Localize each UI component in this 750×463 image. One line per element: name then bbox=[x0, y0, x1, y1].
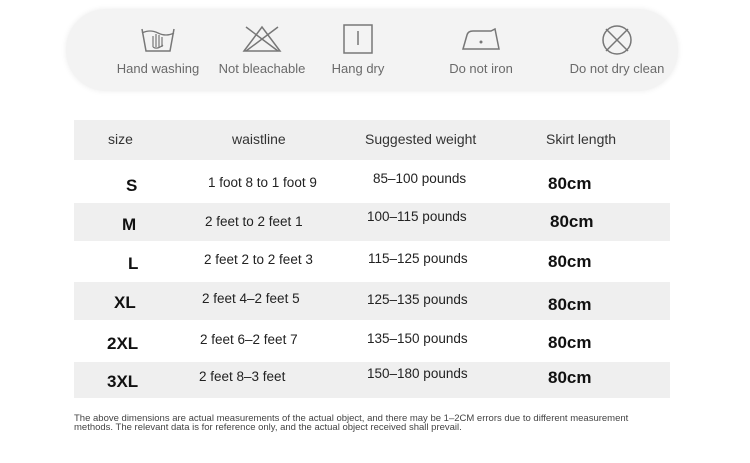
no-dry-clean-icon bbox=[600, 23, 634, 57]
table-row bbox=[74, 362, 670, 398]
skirt-length-cell: 80cm bbox=[548, 368, 592, 387]
weight-cell: 150–180 pounds bbox=[367, 366, 468, 381]
skirt-length-cell: 80cm bbox=[548, 295, 592, 314]
weight-cell: 125–135 pounds bbox=[367, 292, 468, 307]
weight-cell: 115–125 pounds bbox=[368, 251, 468, 266]
measurement-footnote bbox=[74, 414, 724, 432]
care-label: Not bleachable bbox=[218, 61, 306, 76]
table-row bbox=[74, 282, 670, 320]
care-label: Hang dry bbox=[331, 61, 385, 76]
table-header-row bbox=[74, 120, 670, 160]
size-cell: 2XL bbox=[107, 334, 139, 353]
size-cell: M bbox=[122, 215, 137, 234]
size-cell: S bbox=[126, 176, 138, 195]
header-skirt-length: Skirt length bbox=[546, 131, 617, 147]
care-label: Do not iron bbox=[449, 61, 513, 76]
hang-dry-icon bbox=[342, 23, 374, 55]
care-label: Hand washing bbox=[116, 61, 200, 76]
size-cell: L bbox=[128, 254, 139, 273]
waistline-cell: 2 feet to 2 feet 1 bbox=[205, 214, 303, 229]
skirt-length-cell: 80cm bbox=[548, 252, 592, 271]
size-cell: 3XL bbox=[107, 372, 139, 391]
table-row bbox=[74, 243, 670, 281]
table-row bbox=[74, 322, 670, 360]
header-size: size bbox=[108, 131, 133, 147]
size-cell: XL bbox=[114, 293, 136, 312]
skirt-length-cell: 80cm bbox=[548, 333, 592, 352]
weight-cell: 85–100 pounds bbox=[373, 171, 467, 186]
table-row bbox=[74, 203, 670, 241]
footnote-line-2: methods. The relevant data is for reference only, and the actual object received shall prevail. bbox=[74, 422, 462, 433]
no-bleach-icon bbox=[240, 23, 284, 55]
no-iron-icon bbox=[459, 23, 503, 55]
hand-wash-icon bbox=[138, 23, 178, 55]
weight-cell: 135–150 pounds bbox=[367, 331, 468, 346]
care-item-hang-dry bbox=[318, 9, 398, 91]
care-item-no-bleach bbox=[207, 9, 317, 91]
care-label: Do not dry clean bbox=[569, 61, 665, 76]
care-item-hand-wash bbox=[108, 9, 208, 91]
waistline-cell: 2 feet 6–2 feet 7 bbox=[200, 332, 298, 347]
waistline-cell: 2 feet 4–2 feet 5 bbox=[202, 291, 300, 306]
waistline-cell: 2 feet 8–3 feet bbox=[199, 369, 286, 384]
care-item-no-dry-clean bbox=[562, 9, 672, 91]
waistline-cell: 2 feet 2 to 2 feet 3 bbox=[204, 252, 313, 267]
footnote-line-1: The above dimensions are actual measurements of the actual object, and there may be 1–2CM errors due to different measurement bbox=[74, 413, 629, 424]
weight-cell: 100–115 pounds bbox=[367, 209, 467, 224]
skirt-length-cell: 80cm bbox=[550, 212, 594, 231]
header-weight: Suggested weight bbox=[365, 131, 477, 147]
table-row bbox=[74, 164, 670, 202]
care-instructions-bar bbox=[66, 9, 678, 91]
waistline-cell: 1 foot 8 to 1 foot 9 bbox=[208, 175, 317, 190]
skirt-length-cell: 80cm bbox=[548, 174, 592, 193]
care-item-no-iron bbox=[436, 9, 526, 91]
header-waistline: waistline bbox=[232, 131, 286, 147]
